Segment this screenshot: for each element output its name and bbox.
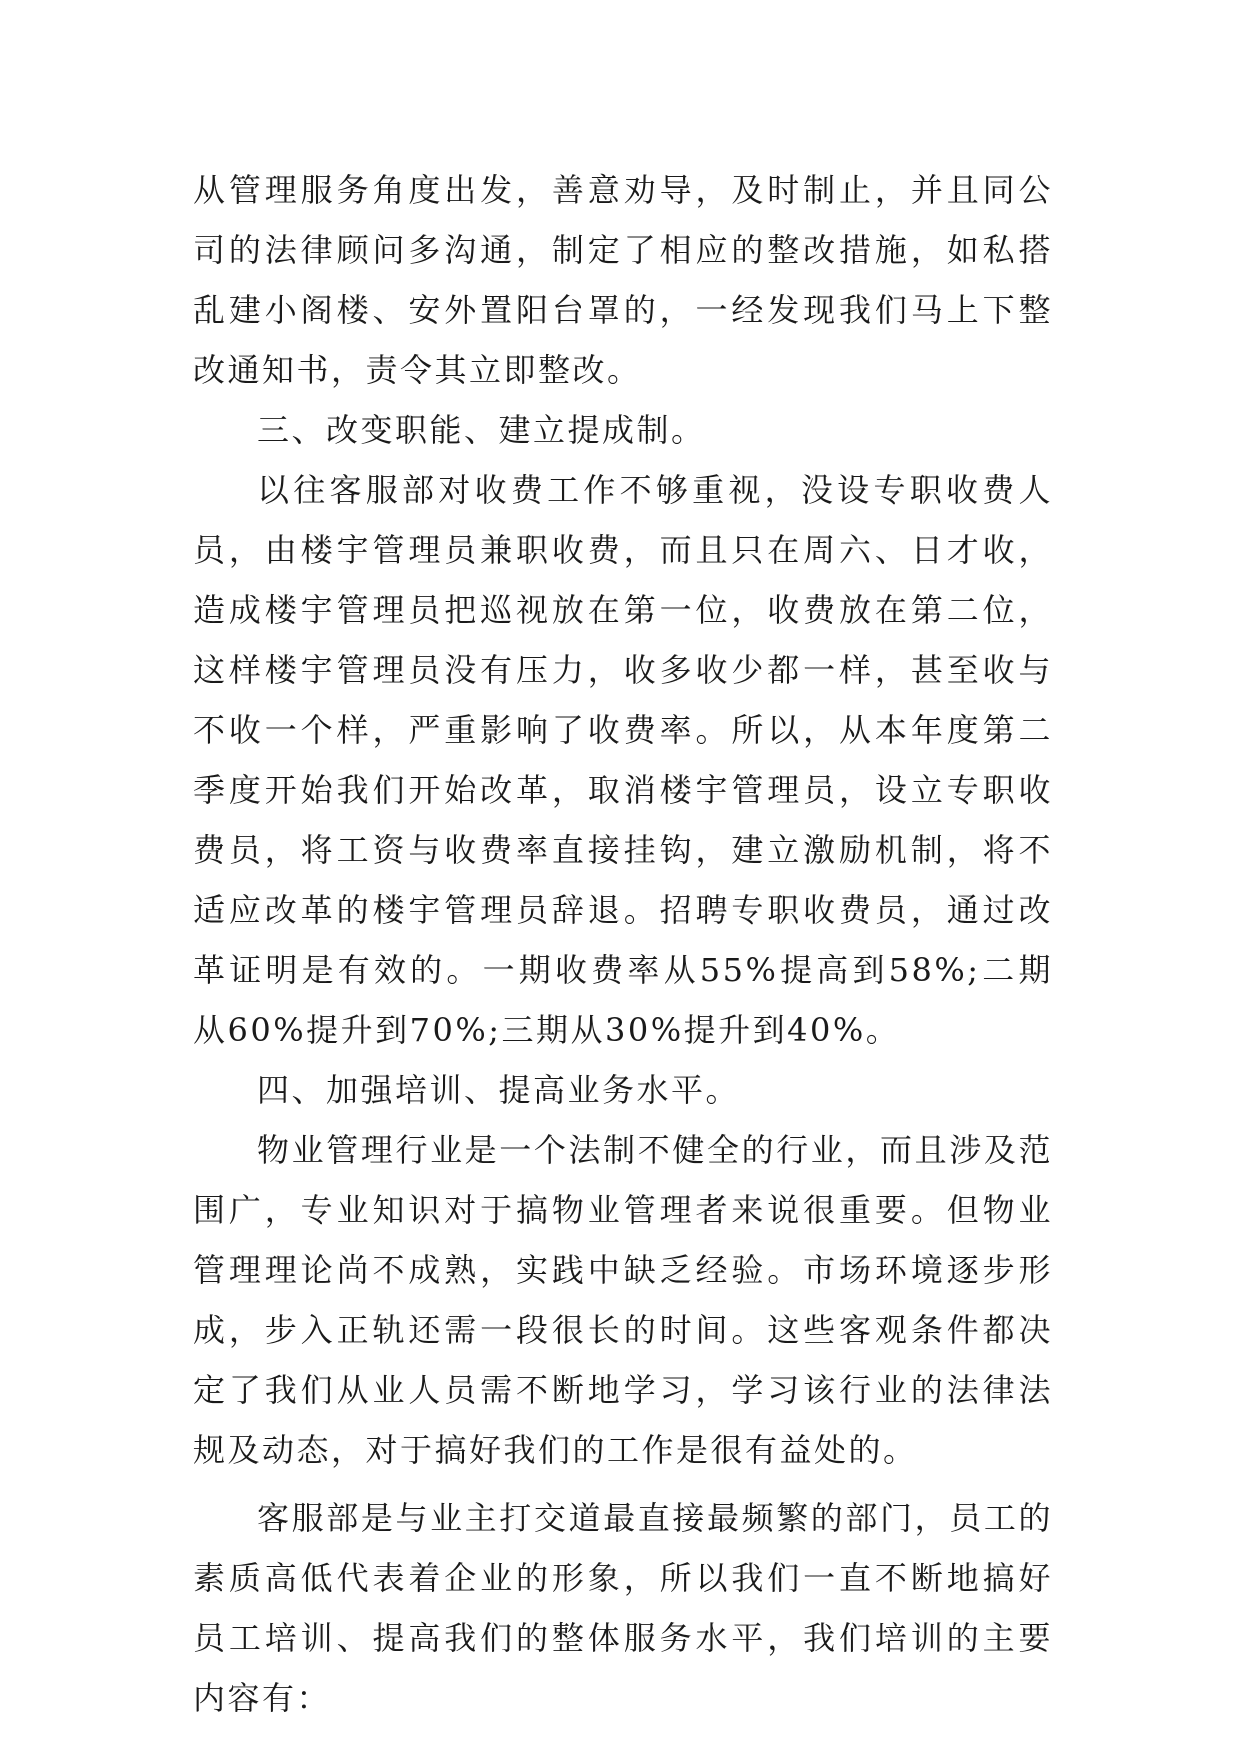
document-body <box>193 160 1053 1728</box>
paragraph-customer-service: 客服部是与业主打交道最直接最频繁的部门，员工的素质高低代表着企业的形象，所以我们一直不断地搞好员工培训、提高我们的整体服务水平，我们培训的主要内容有： <box>193 1499 1053 1717</box>
paragraph-industry-training: 物业管理行业是一个法制不健全的行业，而且涉及范围广，专业知识对于搞物业管理者来说很重要。但物业管理理论尚不成熟，实践中缺乏经验。市场环境逐步形成，步入正轨还需一段很长的时间。这些客观条件都决定了我们从业人员需不断地学习，学习该行业的法律法规及动态，对于搞好我们的工作是很有益处的。 <box>193 1131 1053 1469</box>
paragraph-fee-collection: 以往客服部对收费工作不够重视，没设专职收费人员，由楼宇管理员兼职收费，而且只在周六、日才收，造成楼宇管理员把巡视放在第一位，收费放在第二位，这样楼宇管理员没有压力，收多收少都一样，甚至收与不收一个样，严重影响了收费率。所以，从本年度第二季度开始我们开始改革，取消楼宇管理员，设立专职收费员，将工资与收费率直接挂钩，建立激励机制，将不适应改革的楼宇管理员辞退。招聘专职收费员，通过改革证明是有效的。一期收费率从55%提高到58%;二期从60%提升到70%;三期从30%提升到40%。 <box>193 471 1053 1049</box>
section-heading-4: 四、加强培训、提高业务水平。 <box>257 1071 741 1109</box>
paragraph-spacer <box>193 1480 1053 1488</box>
section-heading-3: 三、改变职能、建立提成制。 <box>257 411 706 449</box>
paragraph-continuation: 从管理服务角度出发，善意劝导，及时制止，并且同公司的法律顾问多沟通，制定了相应的整改措施，如私搭乱建小阁楼、安外置阳台罩的，一经发现我们马上下整改通知书，责令其立即整改。 <box>193 171 1053 389</box>
